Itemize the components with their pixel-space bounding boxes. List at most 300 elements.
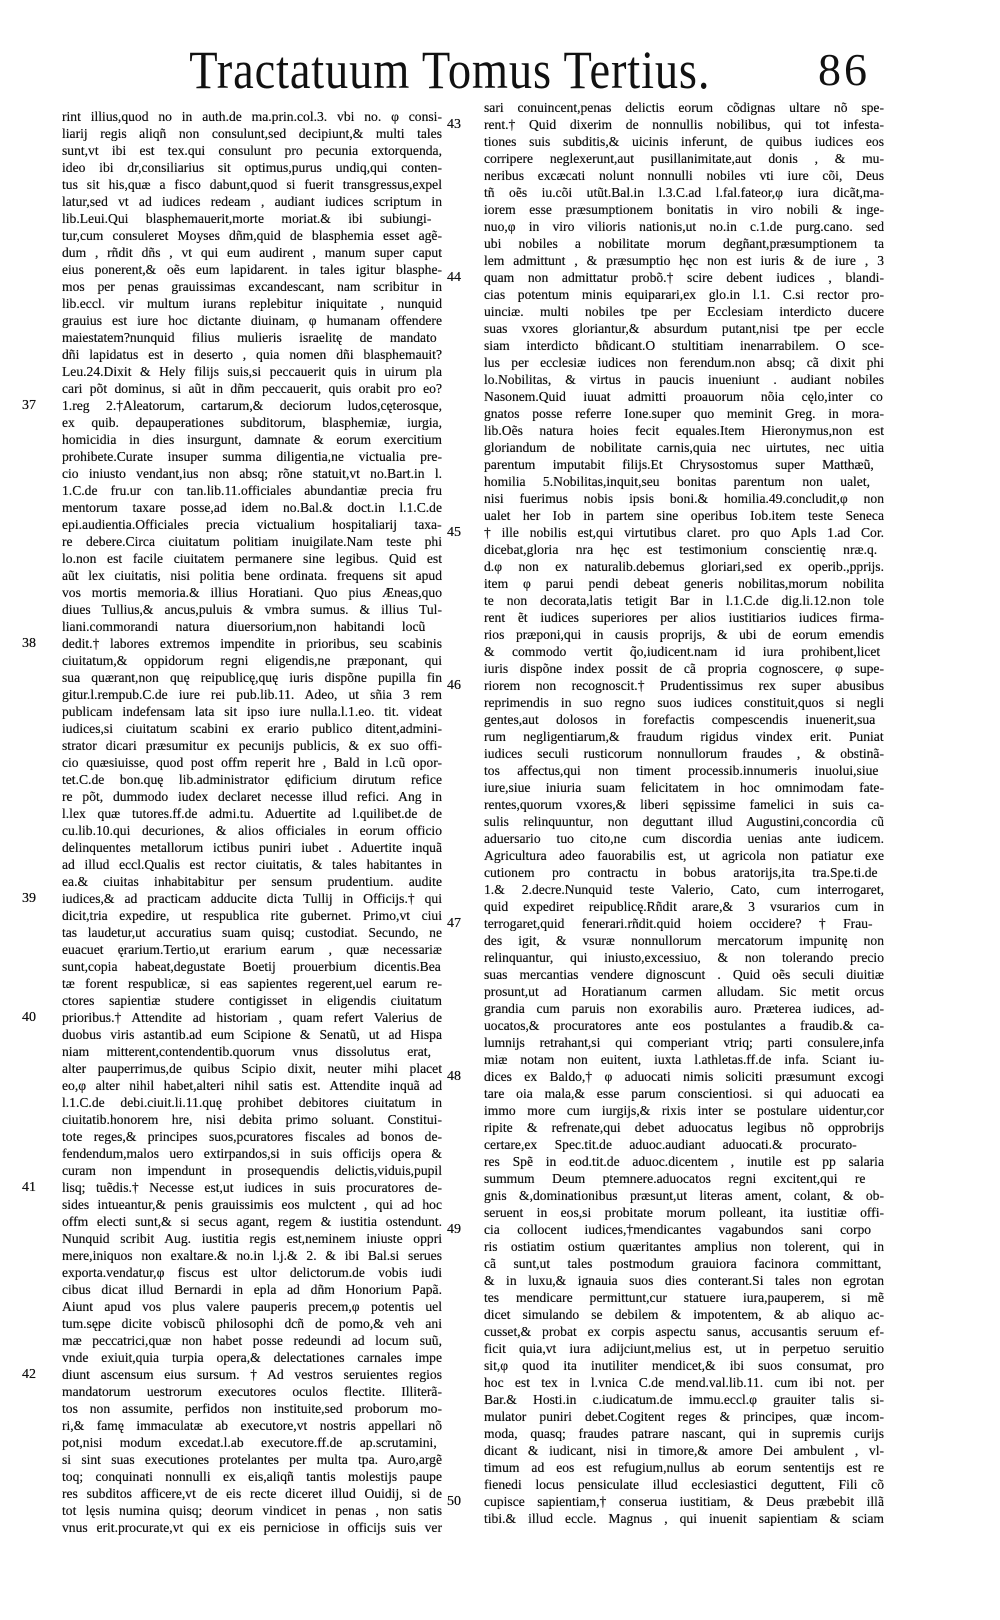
text-line [62,924,442,941]
marginal-paragraph-number: 46 [447,678,461,693]
text-line [484,507,884,524]
line-text: nisi fuerimus nobis ipsis boni.& homilia.49.concludit,φ non [484,491,884,506]
line-text: dedit.† labores extremos impendite in prioribus, seu scabinis [62,636,442,651]
line-text: homilia 5.Nobilitas,inquit,seu bonitas parentum non ualet, [484,474,871,489]
text-line [62,669,442,686]
line-text: lib.eccl. vir multum iurans replebitur iniquitate , nunquid [62,296,442,311]
text-line [484,1153,884,1170]
text-line [62,1247,442,1264]
line-text: des igit, & vsuræ nonnullorum mercatorum impunitę non [484,933,884,948]
line-text: delinquentes metallorum ictibus puniri iubet . Aduertite inquã [62,840,442,855]
line-text: exporta.vendatur,φ fiscus est ultor delictorum.de vobis iudi [62,1265,442,1280]
text-line [484,286,884,303]
line-text: ri,& famę immaculatæ ab executore,vt nostris appellari nõ [62,1418,442,1433]
line-text: timum ad eos est refugium,nullus ab eorum sententijs est re [484,1460,884,1475]
text-line [484,388,884,405]
line-text: tas laudetur,ut accuratius suam quisq; custodiat. Secundo, ne [62,925,442,940]
text-line [22,1179,442,1196]
line-text: immo more cum iurgijs,& rixis inter se postulare uidentur,cor [484,1103,884,1118]
text-line [484,541,884,558]
text-line [62,601,442,618]
line-text: miæ notam non euitent, iuxta l.athletas.ff.de infa. Sciant iu- [484,1052,884,1067]
line-text: mandatorum uestrorum executores oculos flectite. Illiterã- [62,1384,442,1399]
text-line [484,1510,884,1527]
text-line [484,99,884,116]
line-text: seruent in eos,si probitate morum polleant, ita iustitiæ offi- [484,1205,884,1220]
line-text: dicet simulando se debilem & impotentem, & ab aliquo ac- [484,1307,884,1322]
line-text: lo.Nobilitas, & virtus in paucis inueniunt . audiant nobiles [484,372,884,387]
text-line [484,1442,884,1459]
text-line [62,567,442,584]
line-text: reprimendis in suo regno suos iudices constituit,quos si negli [484,695,884,710]
line-text: offm electi sunt,& si secus agant, regem & iustitia ostendunt. [62,1214,442,1229]
marginal-paragraph-number: 49 [447,1222,461,1237]
text-line [22,1009,442,1026]
line-text: 1.C.de fru.ur con tan.lib.11.officiales abundantiæ precia fru [62,483,442,498]
text-line [484,1085,884,1102]
text-line [447,1493,884,1510]
text-line [484,1340,884,1357]
text-line [62,516,442,533]
text-line [62,1094,442,1111]
text-line [484,643,884,660]
marginal-paragraph-number: 42 [22,1367,36,1382]
text-line [484,711,884,728]
line-text: prosunt,ut ad Horatianum carmen alludam. Sic metit orcus [484,984,884,999]
text-line [62,737,442,754]
line-text: rentes,quorum vxores,& liberi sępissime famelici in suis ca- [484,797,884,812]
line-text: mulator puniri debet.Cogitent reges & principes, quæ incom- [484,1409,884,1424]
line-text: Bar.& Hosti.in c.iudicatum.de immu.eccl.φ grauiter talis si- [484,1392,884,1407]
text-line [62,1111,442,1128]
line-text: rum negligentiarum,& fraudum rigidus vindex erit. Puniat [484,729,884,744]
text-line [484,1119,884,1136]
line-text: parentum imputabit filijs.Et Chrysostomus super Matthæũ, [484,457,874,472]
text-line [62,754,442,771]
line-text: ris ostiatim ostium quæritantes amplius non tolerent, qui in [484,1239,884,1254]
text-line [484,1170,884,1187]
line-text: sunt,vt ibi est tex.qui consulunt pro pecunia extorquenda, [62,143,442,158]
text-line [62,499,442,516]
line-text: fendendum,malos uero extirpandos,si in suis officijs opera & [62,1146,442,1161]
line-text: tum.sępe dicite vobiscũ philosophi dcñ de pomo,& veh ani [62,1316,442,1331]
line-text: aũt lex ciuitatis, nisi politia bene ordinata. frequens sit apud [62,568,442,583]
line-text: ciuitatib.honorem hre, nisi debita primo soluant. Constitui- [62,1112,442,1127]
text-line [62,584,442,601]
marginal-paragraph-number: 41 [22,1180,36,1195]
line-text: ficit quia,vt iura adijciunt,melius est, ut in perpetuo seruitio [484,1341,884,1356]
line-text: dum , rñdit dñs , vt qui eum audirent , manum super caput [62,245,442,260]
text-line [62,1264,442,1281]
line-text: eo,φ alter nihil habet,alteri nihil satis est. Attendite inquã ad [62,1078,442,1093]
line-text: grandia cum paruis non exorabilis auro. Præterea iudices, ad- [484,1001,884,1016]
line-text: lo.non est facile ciuitatem permanere sine legibus. Quid est [62,551,442,566]
text-line [447,524,884,541]
text-line [62,788,442,805]
text-line [484,864,884,881]
line-text: res Spẽ in eod.tit.de aduoc.dicentem , inutile est pp salaria [484,1154,884,1169]
line-text: cã sunt,ut tales postmodum grauiora facinora committant, [484,1256,882,1271]
line-text: re põt, dummodo iudex declaret necesse illud refici. Ang in [62,789,442,804]
text-line [484,1000,884,1017]
line-text: item φ parui pendi debeat generis nobilitas,morum nobilita [484,576,884,591]
text-line [62,1196,442,1213]
text-line [62,108,442,125]
line-text: suas mercantias vendere dignoscunt . Quid oẽs seculi diuitiæ [484,967,884,982]
line-text: dicit,tria expedire, ut respublica rite gubernet. Primo,vt ciui [62,908,442,923]
text-line [62,1417,442,1434]
line-text: summum Deum ptemnere.aduocatos regni excitent,qui re [484,1171,866,1186]
text-line [62,1281,442,1298]
text-line [62,958,442,975]
text-line [484,694,884,711]
text-line [484,1136,884,1153]
line-text: rent ẽt iudices superiores per alios iustitiarios iudices firma- [484,610,884,625]
line-text: iudices seculi rusticorum nonnullorum fraudes , & obstinã- [484,746,884,761]
line-text: riorem non recognoscit.† Prudentissimus rex super abusibus [484,678,884,693]
text-line [62,414,442,431]
text-line [62,805,442,822]
line-text: lib.Oẽs natura hoies fecit equales.Item Hieronymus,non est [484,423,884,438]
text-line [62,550,442,567]
line-text: ciuitatum,& oppidorum regni eligendis,ne præponant, qui [62,653,442,668]
line-text: cari põt dominus, si aũt in dñm peccauerit, quis orabit pro eo? [62,381,442,396]
text-line [484,1255,884,1272]
line-text: ubi nobiles a nobilitate morum degñant,præsumptionem ta [484,236,884,251]
text-line [484,779,884,796]
text-line [62,210,442,227]
line-text: ideo ibi dr,consiliarius sit optimus,purus undiq,qui conten- [62,160,442,175]
text-line [484,150,884,167]
line-text: tos non assumite, perfidos non instituite,sed proborum mo- [62,1401,442,1416]
text-line [62,533,442,550]
text-line [62,159,442,176]
text-line [484,456,884,473]
line-text: sulis relinquuntur, non deguttant illud Augustini,concordia cũ [484,814,884,829]
line-text: terrogaret,quid fenerari.rñdit.quid hoiem occidere? † Frau- [484,916,873,931]
text-line [62,1162,442,1179]
text-line [484,881,884,898]
text-line [62,720,442,737]
line-text: publicam indefensam lata sit ipso iure nulla.l.1.eo. tit. videat [62,704,442,719]
line-text: † ille nobilis est,qui virtutibus claret. pro quo Apls 1.ad Cor. [484,525,884,540]
line-text: 1.& 2.decre.Nunquid teste Valerio, Cato, cum interrogaret, [484,882,884,897]
marginal-paragraph-number: 38 [22,636,36,651]
text-line [484,1017,884,1034]
line-text: toq; conquinati nonnulli ex eis,aliqñ tantis molestijs paupe [62,1469,442,1484]
line-text: pot,nisi modum excedat.l.ab executore.ff.de ap.scrutamini, [62,1435,437,1450]
line-text: duobus viris astantib.ad eum Scipione & Senatũ, ut ad Hispa [62,1027,442,1042]
line-text: iudices,& ad practicam adducite dicta Tullij in Officijs.† qui [62,891,442,906]
line-text: diunt ascensum eius sursum. † Ad vestros seruientes regios [62,1367,442,1382]
line-text: dicebat,gloria nra hęc est testimonium conscientię nræ.q. [484,542,878,557]
text-line [484,354,884,371]
line-text: nuo,φ in viro vilioris nationis,ut no.in c.1.de purg.cano. sed [484,219,884,234]
line-text: Nunquid scribit Aug. iustitia regis est,neminem iniuste oppri [62,1231,442,1246]
text-line [62,703,442,720]
line-text: lus per ecclesiæ iudices non ferendum.non absq; cã dixit phi [484,355,884,370]
line-text: dices ex Baldo,† φ aduocati nimis soliciti præsumunt excogi [484,1069,884,1084]
text-line [484,830,884,847]
text-line [62,363,442,380]
line-text: uocatos,& procuratores ante eos postulantes a fraudib.& ca- [484,1018,884,1033]
marginal-paragraph-number: 39 [22,891,36,906]
line-text: cia collocent iudices,†mendicantes vagabundos sani corpo [484,1222,872,1237]
marginal-paragraph-number: 44 [447,270,461,285]
text-line [62,856,442,873]
line-text: tote reges,& principes suos,pcuratores fiscales ad bonos de- [62,1129,442,1144]
line-text: alter pauperrimus,de quibus Scipio dixit, neuter mihi placet [62,1061,442,1076]
right-text-column [447,99,884,1527]
text-line [62,822,442,839]
text-line [62,142,442,159]
text-line [484,1204,884,1221]
text-line [62,1060,442,1077]
text-line [62,839,442,856]
line-text: dñi lapidatus est in deserto , quia nomen dñi blasphemauit? [62,347,442,362]
text-line [484,1306,884,1323]
text-line [62,1434,442,1451]
text-line [62,346,442,363]
line-text: ualet her Iob in partem sine operibus Iob.item teste Seneca [484,508,884,523]
line-text: & in luxu,& ignauia suos dies conterant.Si tales non egrotan [484,1273,884,1288]
text-line [484,728,884,745]
text-line [447,269,884,286]
marginal-paragraph-number: 45 [447,525,461,540]
line-text: te non decorata,latis tetigit Bar in l.1.C.de dig.li.12.non tole [484,593,884,608]
text-line [484,320,884,337]
line-text: Aiunt apud vos plus valere pauperis precem,φ potentis uel [62,1299,442,1314]
text-line [62,1485,442,1502]
text-line [484,1051,884,1068]
line-text: liani.commorandi natura diuersorium,non habitandi locũ [62,619,426,634]
line-text: gitur.l.rempub.C.de iure rei pub.lib.11. Adeo, ut sñia 3 rem [62,687,442,702]
text-line [62,448,442,465]
line-text: fienedi locus pensiculate illud ecclesiastici deguttent, Fili cõ [484,1477,884,1492]
line-text: neribus excæcati nolunt nonnulli nobiles vti iure cõi, Deus [484,168,884,183]
line-text: moda, quasq; fraudes patrare nascant, qui in supremis curijs [484,1426,884,1441]
line-text: tot lęsis numina quisq; deorum vindicet in penas , non satis [62,1503,442,1518]
running-title: Tractatuum Tomus Tertius. [189,40,711,100]
line-text: tes mendicare permittunt,cur statuere iura,pauperem, si mẽ [484,1290,884,1305]
text-line [62,278,442,295]
text-line [484,983,884,1000]
line-text: Nasonem.Quid iuuat admitti proauorum nõia cęlo,inter co [484,389,883,404]
text-line [484,303,884,320]
line-text: cu.lib.10.qui decuriones, & alios officiales in eorum officio [62,823,442,838]
text-line [62,907,442,924]
line-text: tiones suis subditis,& uicinis inferunt, de quibus iudices eos [484,134,884,149]
line-text: rios præponi,qui in causis proprijs, & ubi de eorum emendis [484,627,884,642]
line-text: sit,φ quod ita inutiliter mendicet,& ibi suos consumat, pro [484,1358,884,1373]
line-text: uinciæ. multi nobiles tpe per Ecclesiam interdicto ducere [484,304,884,319]
text-line [62,312,442,329]
line-text: tus sit his,quæ a fisco dabunt,quod si fuerit transgressus,expel [62,177,442,192]
text-line [484,490,884,507]
line-text: tare oia mala,& esse parum conscientiosi. si qui aduocati ea [484,1086,884,1101]
text-line [62,1077,442,1094]
text-line [484,932,884,949]
line-text: prioribus.† Attendite ad historiam , quam refert Valerius de [62,1010,442,1025]
line-text: vnde exiuit,quia turpia opera,& delectationes carnales impe [62,1350,442,1365]
text-line [484,796,884,813]
text-line [484,1187,884,1204]
text-line [22,1366,442,1383]
line-text: epi.audientia.Officiales precia victualium hospitaliarij taxa- [62,517,442,532]
text-line [484,847,884,864]
line-text: l.1.C.de debi.ciuit.li.11.quę prohibet debitores ciuitatum in [62,1095,442,1110]
page-number: 86 [818,44,870,95]
marginal-paragraph-number: 48 [447,1069,461,1084]
text-line [447,1068,884,1085]
text-line [484,1476,884,1493]
text-line [22,635,442,652]
line-text: eius ponerent,& oẽs eum lapidarent. in tales igitur blasphe- [62,262,442,277]
line-text: quid expediret reipublicę.Rñdit arare,& 3 vsurarios cum in [484,899,884,914]
text-line [484,745,884,762]
text-line [62,1383,442,1400]
text-line [62,227,442,244]
line-text: vos mortis memoria.& illius Horatiani. Quo pius Æneas,quo [62,585,442,600]
text-line [484,558,884,575]
text-line [62,465,442,482]
line-text: latur,sed vt ad iudices redeam , audiant iudices scriptum in [62,194,442,209]
line-text: maiestatem?nunquid filius mulieris israelitę de mandato [62,330,437,345]
text-line [484,949,884,966]
text-line [62,1400,442,1417]
line-text: rent.† Quid dixerim de nonnullis nobilibus, qui tot infesta- [484,117,884,132]
text-line [447,1221,884,1238]
text-line [484,1408,884,1425]
text-line [484,1102,884,1119]
text-line [484,1272,884,1289]
text-line [484,235,884,252]
text-line [484,626,884,643]
text-line [62,1128,442,1145]
line-text: ea.& ciuitas inhabitabitur per sensum prudentium. audite [62,874,442,889]
line-text: lisq; tuẽdis.† Necesse est,ut iudices in suis procuratores de- [62,1180,442,1195]
line-text: aduersario tuo cito,ne cum discordia uenias ante iudicem. [484,831,884,846]
text-line [484,966,884,983]
line-text: cibus dicat illud Bernardi in epla ad dñm Honorium Papã. [62,1282,442,1297]
marginal-paragraph-number: 47 [447,916,461,931]
text-line [484,184,884,201]
text-line [484,1034,884,1051]
line-text: re debere.Circa ciuitatum politiam inuigilate.Nam teste phi [62,534,442,549]
text-line [484,1374,884,1391]
line-text: rint illius,quod no in auth.de ma.prin.col.3. vbi no. φ consi- [62,109,442,124]
line-text: niam mitterent,contendentib.quorum vnus dissolutus erat, [62,1044,431,1059]
line-text: sides intueantur,& penis grauissimis eos mulctent , qui ad hoc [62,1197,442,1212]
text-line [484,660,884,677]
line-text: cio iniusto vendant,ius non absq; rõne statuit,vt no.Bart.in l. [62,466,442,481]
text-line [447,677,884,694]
line-text: tibi.& illud eccle. Magnus , qui inuenit sapientiam & sciam [484,1511,884,1526]
line-text: & commodo vertit q̃o,iudicent.nam id iura prohibent,licet [484,644,881,659]
line-text: sua quærant,non quę reipublicę,quę iuris dispõne pupilla fin [62,670,442,685]
text-line [62,686,442,703]
text-line [484,609,884,626]
line-text: tæ forent respublicæ, si eas sapientes regerent,uel earum re- [62,976,442,991]
line-text: l.lex quæ tutores.ff.de admi.tu. Aduertite ad l.quilibet.de de [62,806,442,821]
line-text: tñ oẽs iu.cõi utũt.Bal.in l.3.C.ad l.fal.fateor,φ iura dicãt,ma- [484,185,884,200]
line-text: lib.Leui.Qui blasphemauerit,morte moriat.& ibi subiungi- [62,211,432,226]
line-text: mentorum taxare posse,ad idem no.Bal.& doct.in l.1.C.de [62,500,442,515]
text-line [62,482,442,499]
text-line [62,431,442,448]
text-line [484,201,884,218]
text-line [62,1145,442,1162]
text-line [484,252,884,269]
line-text: cusset,& probat ex corpis aspectu sanus, accusantis seruum ef- [484,1324,884,1339]
line-text: diues Tullius,& ancus,puluis & vmbra sumus. & illius Tul- [62,602,442,617]
text-line [62,1468,442,1485]
line-text: quam non admittatur probõ.† scire debent iudices , blandi- [484,270,884,285]
text-line [447,116,884,133]
text-line [62,125,442,142]
text-line [484,1425,884,1442]
text-line [484,167,884,184]
left-text-column [22,108,442,1536]
line-text: ex quib. depauperationes subditorum, blasphemiæ, iurgia, [62,415,442,430]
text-line [62,261,442,278]
text-line [62,1298,442,1315]
text-line [62,193,442,210]
line-text: mos per penas grauissimas excandescant, nam scribitur in [62,279,442,294]
line-text: iudices,si ciuitatum scabini ex erario publico ditent,admini- [62,721,442,736]
line-text: sunt,copia habeat,degustate Boetij prouerbium dicentis.Bea [62,959,441,974]
text-line [484,337,884,354]
line-text: ad illud eccl.Qualis est rector ciuitatis, & tales habitantes in [62,857,442,872]
line-text: certare,ex Spec.tit.de aduoc.audiant aduocati.& procurato- [484,1137,857,1152]
text-line [62,176,442,193]
text-line [62,329,442,346]
text-line [484,422,884,439]
text-line [62,1315,442,1332]
text-line [62,873,442,890]
text-line [62,1332,442,1349]
line-text: strator dicari præsumitur ex pecunijs publicis, & ex suo offi- [62,738,442,753]
text-line [62,1043,442,1060]
text-line [484,218,884,235]
line-text: ctores sapientiæ studere contigisset in eligendis ciuitatum [62,993,442,1008]
line-text: gnis &,dominationibus præsunt,ut literas ament, colant, & ob- [484,1188,884,1203]
text-line [484,592,884,609]
text-line [62,1502,442,1519]
text-line [62,652,442,669]
line-text: cupisce sapientiam,† conserua iustitiam, & Deus præbebit illã [484,1494,884,1509]
text-line [62,1519,442,1536]
line-text: tos affectus,qui non timent processib.innumeris inuolui,siue [484,763,879,778]
line-text: Agricultura adeo fauorabilis est, ut agricola non patiatur exe [484,848,884,863]
text-line [62,992,442,1009]
text-line [484,1357,884,1374]
line-text: grauius est iure hoc dictante diuinam, φ humanam offendere [62,313,442,328]
text-line [484,898,884,915]
text-line [484,813,884,830]
text-line [484,1289,884,1306]
line-text: iorem esse præsumptionem bonitatis in viro nobili & inge- [484,202,884,217]
line-text: prohibete.Curate insuper summa diligentia,ne victualia pre- [62,449,442,464]
text-line [62,295,442,312]
line-text: gentes,aut dolosos in forefactis compescendis inuenerit,sua [484,712,876,727]
line-text: d.φ non ex naturalib.debemus gloriari,sed ex operib.,pprijs. [484,559,884,574]
line-text: si sint suas executiones protelantes per multa tpa. Auro,argẽ [62,1452,442,1467]
line-text: vnus erit.procurate,vt qui ex eis perniciose in officijs suis ver [62,1520,442,1535]
marginal-paragraph-number: 50 [447,1494,461,1509]
line-text: relinquantur, qui iniusto,excessiuo, & non tolerando precio [484,950,884,965]
line-text: lem admittunt , & præsumptio hęc non est iuris & de iure , 3 [484,253,884,268]
